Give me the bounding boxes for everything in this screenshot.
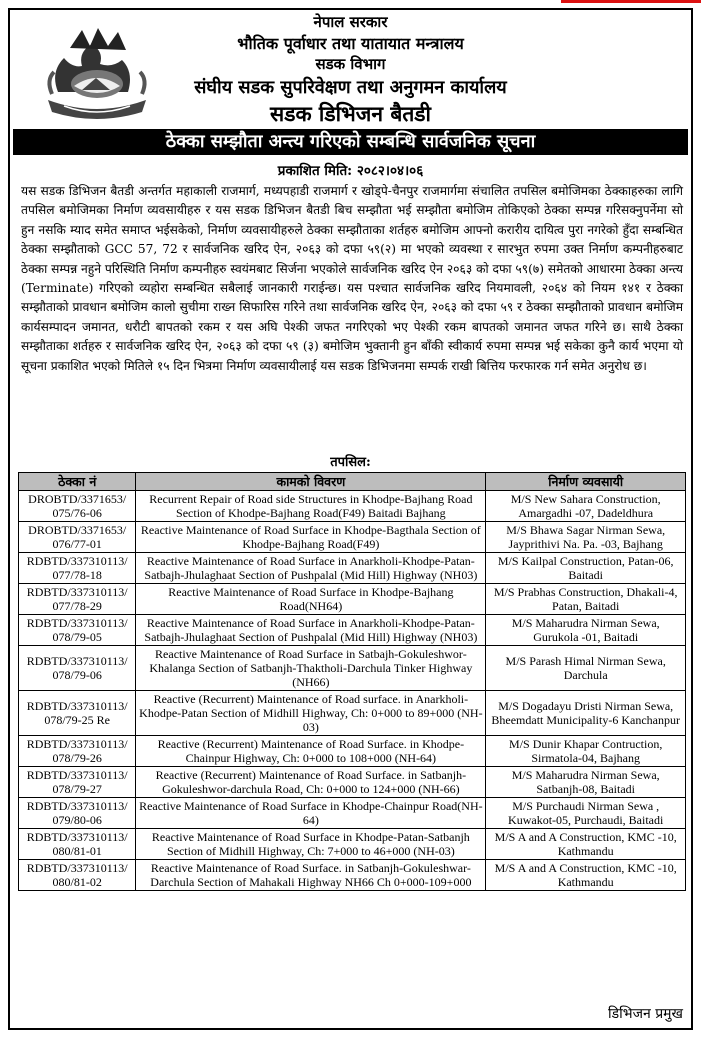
office-title: संघीय सडक सुपरिवेक्षण तथा अनुगमन कार्यालय [194, 77, 507, 98]
work-description: Reactive Maintenance of Road Surface in Khodpe-Bajhang Road(NH64) [136, 584, 486, 615]
table-row [19, 736, 686, 767]
contract-no: RDBTD/337310113/ 078/79-25 Re [19, 691, 136, 736]
contract-no: RDBTD/337310113/ 078/79-27 [19, 767, 136, 798]
col-work-description: कामको विवरण [136, 473, 486, 491]
table-row [19, 798, 686, 829]
table-row [19, 767, 686, 798]
table-row [19, 491, 686, 522]
contract-no: RDBTD/337310113/ 077/78-29 [19, 584, 136, 615]
table-row [19, 584, 686, 615]
col-contract-no: ठेक्का नं [19, 473, 136, 491]
contractor: M/S Parash Himal Nirman Sewa, Darchula [486, 646, 686, 691]
work-description: Reactive Maintenance of Road Surface. in Satbanjh-Gokuleshwar-Darchula Section of Mahakali Highway NH66 Ch 0+000-109+000 [136, 860, 486, 891]
contracts-table [18, 472, 686, 891]
work-description: Reactive Maintenance of Road Surface in Anarkholi-Khodpe-Patan-Satbajh-Jhulaghaat Section of Pushpalal (Mid Hill) Highway (NH03) [136, 615, 486, 646]
work-description: Reactive (Recurrent) Maintenance of Road Surface. in Satbanjh- Gokuleshwor-darchula Road, Ch: 0+000 to 124+000 (NH-66) [136, 767, 486, 798]
contractor: M/S Maharudra Nirman Sewa, Gurukola -01, Baitadi [486, 615, 686, 646]
contractor: M/S Kailpal Construction, Patan-06, Baitadi [486, 553, 686, 584]
table-row [19, 522, 686, 553]
table-header-row [19, 473, 686, 491]
contract-no: RDBTD/337310113/ 078/79-06 [19, 646, 136, 691]
division-title: सडक डिभिजन बैतडी [270, 101, 431, 126]
contractor: M/S Purchaudi Nirman Sewa , Kuwakot-05, Purchaudi, Baitadi [486, 798, 686, 829]
work-description: Recurrent Repair of Road side Structures in Khodpe-Bajhang Road Section of Khodpe-Bajhang Road(F49) Baitadi Bajhang [136, 491, 486, 522]
signature-label: डिभिजन प्रमुख [608, 1006, 683, 1022]
govt-title: नेपाल सरकार [313, 13, 388, 31]
contract-no: DROBTD/3371653/ 076/77-01 [19, 522, 136, 553]
table-row [19, 646, 686, 691]
table-row [19, 860, 686, 891]
table-row [19, 691, 686, 736]
work-description: Reactive Maintenance of Road Surface in Satbajh-Gokuleshwor-Khalanga Section of Satbanjh-Thaktholi-Darchula Tinker Highway (NH66) [136, 646, 486, 691]
contractor: M/S A and A Construction, KMC -10, Kathmandu [486, 860, 686, 891]
table-row [19, 553, 686, 584]
notice-body: यस सडक डिभिजन बैतडी अन्तर्गत महाकाली राजमार्ग, मध्यपहाडी राजमार्ग र खोड्पे-चैनपुर राजमार्गमा संचालित तपसिल बमोजिमका ठेक्काहरुका लागि तपसिल बमोजिमका निर्माण व्यवसायीहरु र यस सडक डिभिजन बैतडी बिच सम्झौता भई सम्झौता बमोजिम तोकिएको ठेक्का सम्पन्न गरिसक्नुपर्नेमा सो हुन नसकि म्याद समेत समाप्त भईसकेको, निर्माण व्यवसायीहरुले ठेक्का सम्झौताका शर्तहरु बमोजिम आफ्नो करारीय दायित्व पुरा नगरेको हुँदा सम्बन्धित ठेक्का सम्झौताको GCC 57, 72 र सार्वजनिक खरिद ऐन, २०६३ को दफा ५९(२) मा भएको व्यवस्था र सारभुत रुपमा उक्त निर्माण कम्पनीहरुबाट ठेक्का सम्पन्न नहुने परिस्थिति निर्माण कम्पनीहरु स्वयंमबाट सिर्जना भएकोले सार्वजनिक खरिद ऐन २०६३ को दफा ५९(७) समेतको आधारमा ठेक्का अन्त्य (Terminate) गरिएको व्यहोरा सम्बन्धित सबैलाई जानकारी गराईन्छ। यस पश्चात सार्वजनिक खरिद नियमावली, २०६४ को नियम १४१ र ठेक्का सम्झौताको प्रावधान बमोजिम कालो सुचीमा राख्न सिफारिस गरिने तथा सार्वजनिक खरिद ऐन, २०६३ को दफा ५९ र ठेक्का सम्झौताको प्रावधान बमोजिम कार्यसम्पादन जमानत, धरौटी बापतको रकम र यस अघि पेश्की जफत नगरिएको भए पेश्की रकम बापतको जमानत जफत गरिने छ। साथै ठेक्का सम्झौताका शर्तहरु र सार्वजनिक खरिद ऐन, २०६३ को दफा ५९ (३) बमोजिम भुक्तानी हुन बाँकी स्वीकार्य रुपमा सम्पन्न भई सकेका कुनै कार्य भएमा यो सूचना प्रकाशित भएको मितिले १५ दिन भित्रमा निर्माण व्यवसायीलाई यस सडक डिभिजनमा सम्पर्क राखी बित्तिय फरफारक गर्न समेत अनुरोध छ। [21, 184, 683, 373]
contractor: M/S Bhawa Sagar Nirman Sewa, Jayprithivi Na. Pa. -03, Bajhang [486, 522, 686, 553]
contract-no: RDBTD/337310113/ 078/79-05 [19, 615, 136, 646]
contractor: M/S Dogadayu Dristi Nirman Sewa, Bheemdatt Municipality-6 Kanchanpur [486, 691, 686, 736]
work-description: Reactive Maintenance of Road Surface in Anarkholi-Khodpe-Patan-Satbajh-Jhulaghaat Section of Pushpalal (Mid Hill) Highway (NH03) [136, 553, 486, 584]
contractor: M/S Prabhas Construction, Dhakali-4, Patan, Baitadi [486, 584, 686, 615]
table-row [19, 615, 686, 646]
contractor: M/S Maharudra Nirman Sewa, Satbanjh-08, Baitadi [486, 767, 686, 798]
work-description: Reactive Maintenance of Road Surface in Khodpe-Chainpur Road(NH-64) [136, 798, 486, 829]
contractor: M/S Dunir Khapar Contruction, Sirmatola-04, Bajhang [486, 736, 686, 767]
ministry-title: भौतिक पूर्वाधार तथा यातायात मन्त्रालय [237, 34, 464, 53]
department-title: सडक विभाग [315, 55, 386, 73]
col-contractor: निर्माण व्यवसायी [486, 473, 686, 491]
contract-no: DROBTD/3371653/ 075/76-06 [19, 491, 136, 522]
published-date: प्रकाशित मिति: २०८२।०४।०६ [277, 163, 424, 179]
table-title: तपसिल: [330, 455, 371, 470]
contract-no: RDBTD/337310113/ 080/81-02 [19, 860, 136, 891]
work-description: Reactive Maintenance of Road Surface in Khodpe-Patan-Satbanjh Section of Midhill Highway, Ch: 7+000 to 46+000 (NH-03) [136, 829, 486, 860]
contract-no: RDBTD/337310113/ 077/78-18 [19, 553, 136, 584]
table-row [19, 829, 686, 860]
contractor: M/S A and A Construction, KMC -10, Kathmandu [486, 829, 686, 860]
contract-no: RDBTD/337310113/ 080/81-01 [19, 829, 136, 860]
notice-banner: ठेक्का सम्झौता अन्त्य गरिएको सम्बन्धि सार्वजनिक सूचना [13, 129, 688, 155]
contract-no: RDBTD/337310113/ 078/79-26 [19, 736, 136, 767]
work-description: Reactive (Recurrent) Maintenance of Road surface. in Anarkholi-Khodpe-Patan Section of Midhill Highway, Ch: 0+000 to 89+000 (NH-03) [136, 691, 486, 736]
top-accent-bar [561, 0, 701, 3]
work-description: Reactive Maintenance of Road Surface in Khodpe-Bagthala Section of Khodpe-Bajhang Road(F49) [136, 522, 486, 553]
work-description: Reactive (Recurrent) Maintenance of Road Surface. in Khodpe-Chainpur Highway, Ch: 0+000 to 108+000 (NH-64) [136, 736, 486, 767]
contractor: M/S New Sahara Construction, Amargadhi -07, Dadeldhura [486, 491, 686, 522]
contract-no: RDBTD/337310113/ 079/80-06 [19, 798, 136, 829]
